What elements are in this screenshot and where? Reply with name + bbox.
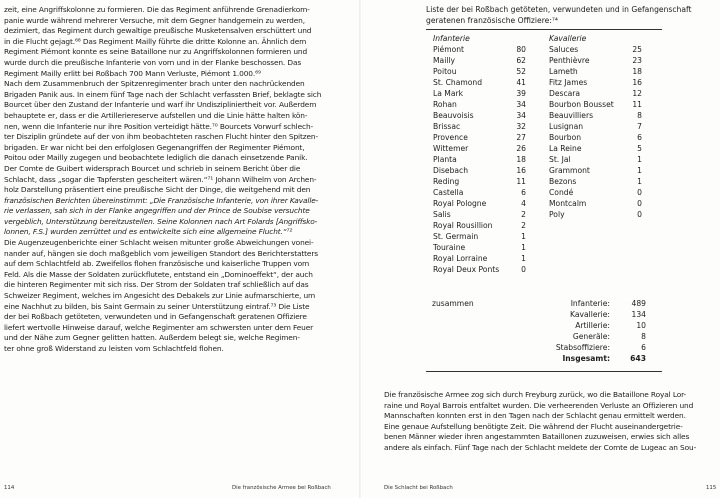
text-line: Regiment Mailly erlitt bei Roßbach 700 Mann Verluste, Piémont 1.000.⁶⁹ — [4, 68, 261, 78]
kavallerie-heading: Kavallerie — [549, 34, 587, 43]
officer-count: 34 — [516, 111, 526, 120]
regiment-name: Condé — [549, 188, 574, 197]
officer-count: 5 — [637, 144, 642, 153]
regiment-name: Brissac — [433, 122, 461, 131]
regiment-name: Poly — [549, 210, 565, 219]
officer-count: 34 — [516, 100, 526, 109]
total-label: Artillerie: — [575, 321, 610, 330]
officer-count: 41 — [516, 78, 526, 87]
text-line: Bourcet über den Zustand der Infanterie und warf ihr Undiszipliniertheit vor. Außerdem — [4, 100, 317, 110]
regiment-name: Penthièvre — [549, 56, 590, 65]
kavallerie-row — [549, 209, 642, 220]
infanterie-row — [433, 154, 526, 165]
officer-count: 0 — [521, 265, 526, 274]
kavallerie-row — [549, 66, 642, 77]
regiment-name: Disebach — [433, 166, 469, 175]
officer-count: 1 — [637, 177, 642, 186]
total-label: Generäle: — [572, 332, 610, 341]
regiment-name: La Reine — [549, 144, 582, 153]
kavallerie-row — [549, 110, 642, 121]
regiment-name: Beauvoisis — [433, 111, 474, 120]
infanterie-row — [433, 99, 526, 110]
officer-count: 8 — [637, 111, 642, 120]
total-label: Infanterie: — [570, 299, 610, 308]
infanterie-row — [433, 66, 526, 77]
officer-count: 1 — [637, 166, 642, 175]
text-line: Eine genaue Aufstellung benötigte Zeit. Die während der Flucht auseinandergetrie- — [384, 421, 683, 431]
text-line: Die französische Armee zog sich durch Freyburg zurück, wo die Bataillone Royal Lor- — [384, 390, 687, 399]
totals-rows — [544, 298, 646, 364]
infanterie-row — [433, 165, 526, 176]
officer-count: 80 — [516, 45, 526, 54]
officer-count: 11 — [632, 100, 642, 109]
regiment-name: La Mark — [433, 89, 464, 98]
officer-count: 6 — [521, 188, 526, 197]
regiment-name: Wittemer — [433, 144, 469, 153]
regiment-name: Reding — [433, 177, 460, 186]
officer-count: 27 — [516, 133, 526, 142]
text-line: Nach dem Zusammenbruch der Spitzenregimenter brach unter den nachrückenden — [4, 79, 305, 89]
total-count: 134 — [631, 310, 646, 319]
regiment-name: Descara — [549, 89, 581, 98]
officer-count: 7 — [637, 122, 642, 131]
officer-count: 26 — [516, 144, 526, 153]
officer-count: 62 — [516, 56, 526, 65]
officer-count: 16 — [516, 166, 526, 175]
regiment-name: St. Germain — [433, 232, 479, 241]
officer-count: 1 — [521, 254, 526, 263]
text-line: und der Nähe zum Gegner gelitten hatten. Außerdem belegt sie, welche Regimen- — [4, 333, 300, 343]
officer-count: 0 — [637, 188, 642, 197]
text-line-italic: rie verlassen, sah sich in der Flanke angegriffen und der Prince de Soubise versuchte — [4, 206, 310, 216]
infanterie-row — [433, 209, 526, 220]
table-columns — [426, 33, 662, 288]
text-line: Schlacht, dass „sogar die Tapfersten gescheitert wären.“⁷¹ Johann Wilhelm von Archen- — [4, 174, 317, 184]
zusammen-label: zusammen — [432, 299, 474, 308]
regiment-name: Piémont — [433, 45, 465, 54]
left-page-body — [4, 5, 338, 355]
total-count: 643 — [630, 354, 646, 363]
table-caption-line: geratenen französische Offiziere:⁷⁴ — [426, 16, 558, 25]
kavallerie-row — [549, 143, 642, 154]
officer-count: 16 — [632, 78, 642, 87]
regiment-name: Poitou — [433, 67, 457, 76]
text-line: wurde durch die preußische Infanterie von vorn und in der Flanke beschossen. Das — [4, 57, 302, 67]
regiment-name: Beauvilliers — [549, 111, 594, 120]
infanterie-row — [433, 187, 526, 198]
regiment-name: Bezons — [549, 177, 577, 186]
regiment-name: Royal Rousillion — [433, 221, 493, 230]
regiment-name: St. Jal — [549, 155, 571, 164]
regiment-name: Royal Lorraine — [433, 254, 488, 263]
text-line: Brigaden Panik aus. In einem fünf Tage nach der Schlacht verfassten Brief, beklagte sich — [4, 89, 322, 99]
text-line: Die Augenzeugenberichte einer Schlacht weisen mitunter große Abweichungen vonei- — [4, 238, 314, 248]
right-page-number: 115 — [706, 485, 717, 491]
infanterie-row — [433, 264, 526, 275]
regiment-name: Bourbon — [549, 133, 582, 142]
kavallerie-column — [549, 33, 642, 220]
kavallerie-row — [549, 187, 642, 198]
total-row — [544, 309, 646, 320]
text-line: dezimiert, das Regiment durch gewaltige preußische Musketensalven erschüttert und — [4, 26, 312, 36]
regiment-name: Grammont — [549, 166, 590, 175]
infanterie-column — [433, 33, 526, 275]
total-label: Stabsoffiziere: — [555, 343, 610, 352]
text-line: in die Flucht gejagt.⁶⁸ Das Regiment Mailly führte die dritte Kolonne an. Ähnlich dem — [4, 36, 307, 46]
regiment-name: Mailly — [433, 56, 456, 65]
text-line: ter ohne groß Widerstand zu leisten vom Schlachtfeld flohen. — [4, 344, 224, 353]
text-line-italic: lonnen, F.S.] wurden zerrüttet und es entwickelte sich eine allgemeine Flucht.“⁷² — [4, 227, 293, 237]
infanterie-row — [433, 121, 526, 132]
kavallerie-row — [549, 121, 642, 132]
regiment-name: Touraine — [433, 243, 466, 252]
infanterie-row — [433, 55, 526, 66]
total-row — [544, 320, 646, 331]
total-count: 8 — [641, 332, 646, 341]
text-line: Mannschaften konnten erst in den Tagen nach der Schlacht genau ermittelt werden. — [384, 411, 686, 421]
total-count: 489 — [631, 299, 646, 308]
infanterie-row — [433, 44, 526, 55]
text-line: nen, wenn die Infanterie nur ihre Position verteidigt hätte.⁷⁰ Bourcets Vorwurf schlech- — [4, 121, 314, 131]
text-line: ter Disziplin gründete auf der von ihm beobachteten raschen Flucht hinter den Spitzen- — [4, 132, 319, 142]
officer-count: 11 — [516, 177, 526, 186]
total-row — [544, 298, 646, 309]
kavallerie-row — [549, 198, 642, 209]
right-running-title: Die Schlacht bei Roßbach — [384, 485, 453, 491]
kavallerie-row — [549, 88, 642, 99]
total-row — [544, 342, 646, 353]
officer-count: 6 — [637, 133, 642, 142]
regiment-name: Planta — [433, 155, 457, 164]
total-count: 6 — [641, 343, 646, 352]
right-page-body — [384, 390, 720, 454]
kavallerie-row — [549, 132, 642, 143]
text-line: panie wurde während mehrerer Versuche, mit dem Gegner handgemein zu werden, — [4, 15, 305, 25]
officer-count: 1 — [521, 243, 526, 252]
text-line: zeit, eine Angriffskolonne zu formieren. Die das Regiment anführende Grenadierkom- — [4, 5, 310, 14]
officer-count: 0 — [637, 199, 642, 208]
officer-count: 1 — [521, 232, 526, 241]
infanterie-row — [433, 198, 526, 209]
total-label: Insgesamt: — [562, 354, 610, 363]
total-label: Kavallerie: — [569, 310, 610, 319]
text-line: Regiment Piémont konnte es seine Bataillone nur zu Angriffskolonnen formieren und — [4, 47, 308, 57]
kavallerie-row — [549, 77, 642, 88]
left-running-title: Die französische Armee bei Roßbach — [232, 485, 331, 491]
infanterie-row — [433, 220, 526, 231]
regiment-name: Salis — [433, 210, 451, 219]
infanterie-row — [433, 176, 526, 187]
officer-count: 18 — [632, 67, 642, 76]
officer-count: 32 — [516, 122, 526, 131]
infanterie-row — [433, 77, 526, 88]
text-line: benen Männer wieder ihren angestammten Bataillonen zuzuweisen, erwies sich alles — [384, 432, 690, 442]
text-line: raine und Royal Barrois entfaltet wurden. Die verheerenden Verluste an Offizieren und — [384, 400, 694, 410]
officer-count: 2 — [521, 210, 526, 219]
infanterie-row — [433, 110, 526, 121]
text-line: holz Darstellung präsentiert eine preußische Sicht der Dinge, die weitgehend mit den — [4, 185, 311, 195]
officer-count: 52 — [516, 67, 526, 76]
table-bottom-rule — [426, 371, 662, 372]
regiment-name: Saluces — [549, 45, 579, 54]
book-gutter — [359, 0, 361, 498]
officer-loss-table — [426, 4, 692, 363]
infanterie-row — [433, 242, 526, 253]
officer-count: 2 — [521, 221, 526, 230]
kavallerie-row — [549, 165, 642, 176]
regiment-name: Provence — [433, 133, 468, 142]
left-page-number: 114 — [4, 485, 15, 491]
text-line: Poitou oder Mailly zugegen und beobachtete lediglich die danach einsetzende Panik. — [4, 153, 308, 163]
text-line: eine Nachhut zu bilden, bis Saint Germain zu seiner Unterstützung eintraf.⁷³ Die Liste — [4, 301, 310, 311]
text-line: liefert wertvolle Hinweise darauf, welche Regimenter am schwersten unter dem Feuer — [4, 322, 314, 332]
officer-count: 1 — [637, 155, 642, 164]
table-caption-line: Liste der bei Roßbach getöteten, verwundeten und in Gefangenschaft — [426, 5, 692, 14]
regiment-name: Castella — [433, 188, 464, 197]
regiment-name: Rohan — [433, 100, 457, 109]
infanterie-row — [433, 231, 526, 242]
regiment-name: Fitz James — [549, 78, 588, 87]
text-line: brigaden. Er war nicht bei den erfolglosen Gegenangriffen der Regimenter Piémont, — [4, 142, 305, 152]
kavallerie-row — [549, 154, 642, 165]
officer-count: 0 — [637, 210, 642, 219]
regiment-name: St. Chamond — [433, 78, 483, 87]
total-row — [544, 353, 646, 364]
text-line: nander auf, hängen sie doch maßgeblich vom jeweiligen Standort des Berichterstatters — [4, 248, 319, 258]
text-line: Schweizer Regiment, welches im Angesicht des Debakels zur Linie aufmarschierte, um — [4, 291, 316, 301]
table-top-rule — [426, 29, 662, 30]
infanterie-row — [433, 132, 526, 143]
total-count: 10 — [636, 321, 646, 330]
text-line: die hinteren Regimenter mit sich riss. Der Strom der Soldaten traf schließlich auf das — [4, 280, 309, 290]
officer-count: 12 — [632, 89, 642, 98]
text-line-italic: vergeblich, Unterstützung bereitzustellen. Seine Kolonnen nach Art Folards [Angriffsko- — [4, 216, 318, 226]
regiment-name: Montcalm — [549, 199, 587, 208]
officer-count: 4 — [521, 199, 526, 208]
text-line: behauptete er, dass er die Artilleriereserve aufstellen und die Linie hätte halten kön- — [4, 110, 308, 120]
regiment-name: Lameth — [549, 67, 578, 76]
infanterie-row — [433, 88, 526, 99]
kavallerie-row — [549, 55, 642, 66]
text-line: andere als einfach. Fünf Tage nach der Schlacht meldete der Comte de Lugeac an Sou- — [384, 442, 697, 452]
text-line: der bei Roßbach getöteten, verwundeten und in Gefangenschaft geratenen Offiziere — [4, 312, 307, 322]
kavallerie-row — [549, 99, 642, 110]
regiment-name: Royal Deux Ponts — [433, 265, 500, 274]
text-line: Feld. Als die Masse der Soldaten zurückflutete, entstand ein „Dominoeffekt“, der auch — [4, 269, 313, 279]
text-line: Der Comte de Guibert widersprach Bourcet und schrieb in seinem Bericht über die — [4, 163, 301, 173]
text-line-italic: französischen Berichten übereinstimmt: „Die Französische Infanterie, von ihrer Kavalle- — [4, 195, 319, 205]
kavallerie-row — [549, 44, 642, 55]
regiment-name: Bourbon Bousset — [549, 100, 614, 109]
text-line: auf dem Schlachtfeld ab. Zweifellos flohen französische und kaiserliche Truppen vom — [4, 259, 310, 269]
infanterie-row — [433, 143, 526, 154]
officer-count: 25 — [632, 45, 642, 54]
officer-count: 23 — [632, 56, 642, 65]
total-row — [544, 331, 646, 342]
infanterie-heading: Infanterie — [433, 34, 470, 43]
regiment-name: Royal Pologne — [433, 199, 487, 208]
kavallerie-row — [549, 176, 642, 187]
officer-count: 18 — [516, 155, 526, 164]
regiment-name: Lusignan — [549, 122, 584, 131]
officer-count: 39 — [516, 89, 526, 98]
infanterie-row — [433, 253, 526, 264]
